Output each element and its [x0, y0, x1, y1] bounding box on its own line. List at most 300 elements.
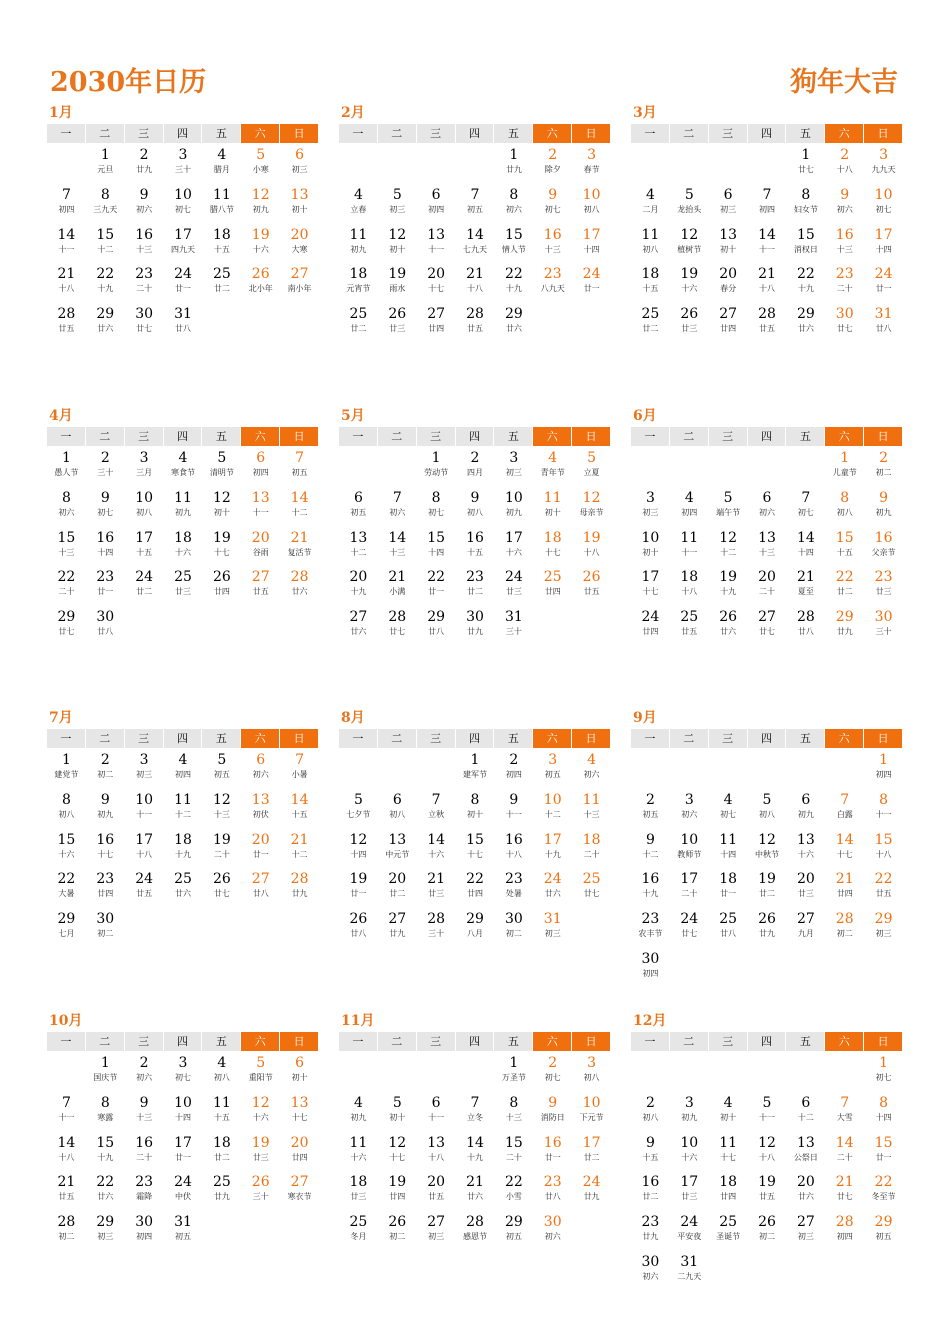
day-number: 26	[758, 1214, 776, 1231]
day-number: 15	[874, 831, 893, 848]
day-number: 12	[349, 831, 368, 848]
month-block	[339, 708, 611, 948]
day-number: 24	[582, 1174, 601, 1191]
day-number: 5	[217, 450, 227, 466]
day-number: 8	[431, 489, 441, 506]
month-block	[47, 1011, 319, 1251]
lunar-label: 廿八	[797, 627, 814, 637]
lunar-label: 初八	[466, 507, 483, 517]
day-cell	[864, 749, 903, 789]
day-cell	[125, 1132, 164, 1172]
day-number: 10	[582, 1094, 601, 1111]
day-cell	[748, 606, 787, 646]
weekday-label: 二	[378, 124, 417, 143]
lunar-label: 廿四	[213, 587, 230, 597]
day-number: 12	[212, 791, 231, 808]
day-number: 11	[349, 1134, 368, 1151]
lunar-label: 平安夜	[677, 1232, 702, 1242]
day-cell	[670, 606, 709, 646]
day-number: 3	[587, 1055, 597, 1071]
weekday-label: 一	[47, 729, 86, 748]
day-cell	[494, 263, 533, 303]
day-cell	[339, 1171, 378, 1211]
lunar-label: 初十	[466, 809, 483, 819]
lunar-label: 初十	[544, 507, 561, 517]
day-number: 23	[543, 1174, 562, 1191]
day-cell	[709, 829, 748, 869]
day-cell	[631, 184, 670, 224]
month-block	[631, 103, 903, 343]
day-cell	[125, 303, 164, 343]
day-number: 19	[251, 1134, 270, 1151]
lunar-label: 初四	[642, 968, 659, 978]
lunar-label: 初四	[758, 204, 775, 214]
day-cell	[164, 566, 203, 606]
month-block	[631, 708, 903, 988]
day-cell	[670, 1251, 709, 1291]
day-number: 17	[641, 569, 660, 586]
empty-cell	[456, 144, 495, 184]
day-number: 23	[96, 569, 115, 586]
day-cell	[47, 527, 86, 567]
day-cell	[572, 829, 611, 869]
lunar-label: 十五	[291, 809, 308, 819]
day-cell	[456, 749, 495, 789]
empty-cell	[339, 1052, 378, 1092]
lunar-label: 南小年	[287, 284, 312, 294]
lunar-label: 廿九	[136, 165, 153, 174]
lunar-label: 初六	[136, 204, 153, 214]
day-cell	[456, 303, 495, 343]
lunar-label: 廿九	[466, 627, 483, 637]
day-cell	[631, 566, 670, 606]
day-number: 24	[680, 911, 699, 928]
lunar-label: 十八	[58, 1152, 75, 1162]
lunar-label: 廿九	[758, 929, 775, 939]
day-cell	[786, 789, 825, 829]
day-number: 20	[758, 569, 776, 586]
day-cell	[825, 1092, 864, 1132]
day-number: 18	[174, 529, 192, 546]
day-cell	[825, 224, 864, 264]
day-cell	[709, 184, 748, 224]
day-cell	[339, 487, 378, 527]
lunar-label: 初八	[583, 204, 600, 214]
day-cell	[339, 263, 378, 303]
lunar-label: 儿童节	[832, 468, 857, 477]
day-number: 8	[100, 1094, 110, 1111]
day-cell	[378, 1132, 417, 1172]
day-number: 7	[61, 1094, 71, 1111]
day-cell	[86, 908, 125, 948]
lunar-label: 廿三	[681, 324, 698, 334]
lunar-label: 初十	[720, 244, 737, 254]
lunar-label: 公祭日	[793, 1152, 818, 1162]
day-number: 10	[680, 831, 699, 848]
day-cell	[47, 749, 86, 789]
day-cell	[456, 789, 495, 829]
weekday-label: 二	[86, 124, 125, 143]
weekday-label: 日	[280, 1032, 319, 1051]
day-cell	[202, 527, 241, 567]
day-number: 4	[353, 186, 363, 203]
lunar-label: 廿五	[466, 324, 483, 334]
day-number: 16	[135, 1134, 154, 1151]
weekday-header	[47, 1031, 319, 1051]
lunar-label: 初四	[505, 770, 522, 779]
day-number: 21	[466, 266, 484, 283]
lunar-label: 廿四	[389, 1192, 406, 1202]
day-number: 14	[57, 226, 76, 243]
day-number: 17	[174, 226, 192, 243]
day-cell	[864, 224, 903, 264]
lunar-label: 廿一	[174, 284, 191, 294]
lunar-label: 初六	[642, 1271, 659, 1281]
lunar-label: 初七	[720, 809, 737, 819]
empty-cell	[456, 1052, 495, 1092]
day-cell	[280, 868, 319, 908]
lunar-label: 教师节	[677, 849, 702, 859]
weekday-label: 二	[86, 729, 125, 748]
lunar-label: 初九	[797, 809, 814, 819]
lunar-label: 腊八节	[209, 204, 234, 214]
lunar-label: 廿九	[213, 1192, 230, 1202]
day-number: 12	[388, 226, 407, 243]
day-cell	[241, 184, 280, 224]
lunar-label: 廿八	[350, 929, 367, 939]
weekday-label: 五	[494, 729, 533, 748]
day-number: 11	[543, 489, 562, 506]
lunar-label: 情人节	[501, 244, 526, 254]
day-number: 6	[431, 186, 441, 203]
lunar-label: 初三	[720, 204, 737, 214]
weekday-label: 日	[572, 729, 611, 748]
day-number: 31	[874, 306, 893, 323]
day-number: 2	[100, 450, 110, 466]
day-number: 29	[96, 1214, 115, 1231]
lunar-label: 初六	[681, 809, 698, 819]
day-cell	[709, 263, 748, 303]
day-cell	[494, 1052, 533, 1092]
day-cell	[125, 1052, 164, 1092]
day-number: 21	[57, 266, 76, 283]
month-block	[47, 708, 319, 948]
weekday-label: 日	[280, 729, 319, 748]
lunar-label: 廿五	[136, 889, 153, 899]
day-cell	[86, 1092, 125, 1132]
day-cell	[47, 829, 86, 869]
lunar-label: 初二	[875, 468, 892, 477]
day-cell	[864, 487, 903, 527]
lunar-label: 初六	[544, 1232, 561, 1242]
day-number: 22	[504, 266, 523, 283]
day-number: 29	[835, 609, 854, 626]
lunar-label: 廿八	[428, 627, 445, 637]
lunar-label: 廿七	[58, 627, 75, 637]
lunar-label: 廿二	[213, 284, 230, 294]
day-number: 14	[388, 529, 407, 546]
lunar-label: 初六	[505, 204, 522, 214]
day-cell	[825, 1171, 864, 1211]
day-cell	[748, 566, 787, 606]
day-number: 1	[509, 1055, 519, 1071]
day-cell	[378, 868, 417, 908]
day-cell	[202, 184, 241, 224]
lunar-label: 十五	[836, 547, 853, 557]
weekday-label: 六	[533, 124, 572, 143]
lunar-label: 十五	[642, 284, 659, 294]
day-number: 21	[466, 1174, 484, 1191]
day-number: 15	[796, 226, 815, 243]
day-cell	[670, 566, 709, 606]
day-cell	[164, 303, 203, 343]
weekday-label: 六	[533, 729, 572, 748]
day-number: 12	[719, 529, 738, 546]
day-cell	[164, 144, 203, 184]
month-name: 8月	[341, 710, 365, 726]
lunar-label: 廿七	[797, 165, 814, 174]
day-number: 3	[645, 489, 655, 506]
day-number: 20	[796, 1174, 815, 1191]
day-number: 19	[719, 569, 738, 586]
day-number: 14	[835, 1134, 854, 1151]
day-number: 9	[645, 1134, 655, 1151]
lunar-label: 初八	[389, 809, 406, 819]
day-number: 24	[680, 1214, 699, 1231]
empty-cell	[748, 447, 787, 487]
day-number: 31	[680, 1253, 699, 1270]
day-number: 8	[879, 791, 889, 808]
day-number: 29	[57, 609, 76, 626]
lunar-label: 初八	[136, 507, 153, 517]
day-cell	[241, 1092, 280, 1132]
lunar-label: 廿九	[291, 889, 308, 899]
empty-cell	[786, 1052, 825, 1092]
day-number: 13	[388, 831, 407, 848]
day-cell	[572, 1132, 611, 1172]
lunar-label: 十三	[389, 547, 406, 557]
lunar-label: 九月	[797, 929, 814, 939]
lunar-label: 寒食节	[170, 468, 195, 477]
day-number: 25	[174, 569, 192, 586]
day-number: 20	[388, 871, 407, 888]
day-cell	[631, 606, 670, 646]
lunar-label: 初七	[875, 1073, 892, 1082]
day-number: 13	[427, 226, 446, 243]
day-number: 3	[509, 450, 519, 466]
day-cell	[786, 1211, 825, 1251]
days-grid	[339, 1052, 611, 1251]
lunar-label: 初四	[136, 1232, 153, 1242]
lunar-label: 廿八	[252, 889, 269, 899]
day-number: 11	[174, 489, 192, 506]
month-block	[47, 103, 319, 343]
lunar-label: 十七	[836, 849, 853, 859]
lunar-label: 劳动节	[424, 468, 449, 477]
lunar-label: 十二	[291, 507, 308, 517]
day-number: 15	[466, 831, 484, 848]
day-number: 15	[874, 1134, 893, 1151]
day-number: 24	[135, 569, 154, 586]
weekday-label: 二	[670, 427, 709, 446]
day-cell	[494, 224, 533, 264]
lunar-label: 廿八	[174, 324, 191, 334]
day-number: 25	[641, 306, 660, 323]
day-cell	[631, 224, 670, 264]
day-number: 16	[874, 529, 893, 546]
day-number: 3	[548, 752, 558, 768]
day-cell	[86, 606, 125, 646]
day-number: 21	[57, 1174, 76, 1191]
weekday-label: 四	[456, 427, 495, 446]
day-cell	[86, 1171, 125, 1211]
lunar-label: 十五	[466, 547, 483, 557]
weekday-label: 四	[164, 729, 203, 748]
lunar-label: 廿七	[389, 627, 406, 637]
day-cell	[864, 908, 903, 948]
lunar-label: 十四	[797, 547, 814, 557]
day-number: 12	[758, 831, 776, 848]
month-name: 10月	[49, 1013, 83, 1029]
day-cell	[572, 749, 611, 789]
lunar-label: 十八	[758, 1152, 775, 1162]
day-cell	[456, 868, 495, 908]
weekday-label: 二	[670, 124, 709, 143]
day-cell	[748, 908, 787, 948]
day-cell	[378, 1211, 417, 1251]
lunar-label: 十九	[97, 1152, 114, 1162]
day-cell	[670, 829, 709, 869]
day-cell	[670, 184, 709, 224]
day-cell	[202, 263, 241, 303]
day-cell	[202, 144, 241, 184]
month-name: 2月	[341, 105, 365, 121]
weekday-label: 五	[786, 427, 825, 446]
day-number: 18	[174, 831, 192, 848]
day-number: 10	[135, 489, 154, 506]
empty-cell	[670, 1052, 709, 1092]
lunar-label: 十二	[174, 809, 191, 819]
day-number: 1	[879, 1055, 889, 1071]
day-cell	[280, 1132, 319, 1172]
lunar-label: 廿七	[136, 324, 153, 334]
day-cell	[86, 829, 125, 869]
lunar-label: 十九	[642, 889, 659, 899]
day-number: 26	[680, 306, 699, 323]
lunar-label: 十四	[875, 244, 892, 254]
day-cell	[456, 184, 495, 224]
day-cell	[164, 1052, 203, 1092]
lunar-label: 廿五	[252, 587, 269, 597]
days-grid	[631, 447, 903, 646]
lunar-label: 初二	[836, 929, 853, 939]
empty-cell	[670, 749, 709, 789]
day-cell	[456, 224, 495, 264]
lunar-label: 廿三	[505, 587, 522, 597]
day-number: 9	[879, 489, 889, 506]
day-cell	[494, 1132, 533, 1172]
day-number: 30	[96, 609, 115, 626]
day-number: 8	[100, 186, 110, 203]
weekday-label: 三	[709, 124, 748, 143]
lunar-label: 十六	[681, 1152, 698, 1162]
lunar-label: 廿三	[428, 889, 445, 899]
day-cell	[631, 487, 670, 527]
lunar-label: 初四	[174, 770, 191, 779]
lunar-label: 十八	[466, 284, 483, 294]
day-cell	[456, 527, 495, 567]
day-cell	[748, 303, 787, 343]
day-number: 10	[174, 1094, 192, 1111]
lunar-label: 廿五	[758, 1192, 775, 1202]
weekday-label: 一	[631, 1032, 670, 1051]
lunar-label: 初五	[291, 468, 308, 477]
day-number: 26	[212, 871, 231, 888]
lunar-label: 十六	[252, 244, 269, 254]
weekday-label: 五	[494, 1032, 533, 1051]
day-cell	[670, 1092, 709, 1132]
day-cell	[456, 487, 495, 527]
lunar-label: 二十	[836, 1152, 853, 1162]
day-number: 5	[587, 450, 597, 466]
month-name: 6月	[633, 408, 657, 424]
day-number: 28	[466, 1214, 484, 1231]
day-cell	[786, 487, 825, 527]
day-number: 15	[835, 529, 854, 546]
day-cell	[748, 224, 787, 264]
day-number: 28	[466, 306, 484, 323]
day-cell	[670, 527, 709, 567]
lunar-label: 十三	[136, 244, 153, 254]
lunar-label: 农丰节	[638, 929, 663, 939]
lunar-label: 白露	[836, 809, 853, 819]
day-number: 16	[641, 1174, 660, 1191]
day-number: 28	[427, 911, 446, 928]
day-cell	[494, 789, 533, 829]
day-number: 7	[61, 186, 71, 203]
lunar-label: 初七	[875, 204, 892, 214]
day-number: 20	[719, 266, 738, 283]
lunar-label: 十五	[213, 1112, 230, 1122]
lunar-label: 初八	[642, 244, 659, 254]
day-number: 17	[135, 831, 154, 848]
day-number: 1	[61, 450, 71, 466]
day-cell	[86, 184, 125, 224]
day-number: 7	[762, 186, 772, 203]
lunar-label: 十三	[505, 1112, 522, 1122]
day-cell	[533, 789, 572, 829]
day-number: 4	[645, 186, 655, 203]
day-cell	[417, 487, 456, 527]
lunar-label: 愚人节	[54, 468, 79, 477]
day-number: 19	[758, 1174, 776, 1191]
day-cell	[825, 566, 864, 606]
day-number: 14	[57, 1134, 76, 1151]
day-number: 22	[57, 569, 76, 586]
day-number: 25	[349, 1214, 368, 1231]
lunar-label: 廿四	[428, 324, 445, 334]
day-number: 16	[543, 226, 562, 243]
day-cell	[241, 447, 280, 487]
day-number: 30	[504, 911, 523, 928]
empty-cell	[748, 749, 787, 789]
day-number: 16	[641, 871, 660, 888]
day-cell	[631, 789, 670, 829]
day-number: 31	[504, 609, 523, 626]
day-number: 15	[504, 226, 523, 243]
day-cell	[786, 868, 825, 908]
weekday-label: 六	[825, 124, 864, 143]
